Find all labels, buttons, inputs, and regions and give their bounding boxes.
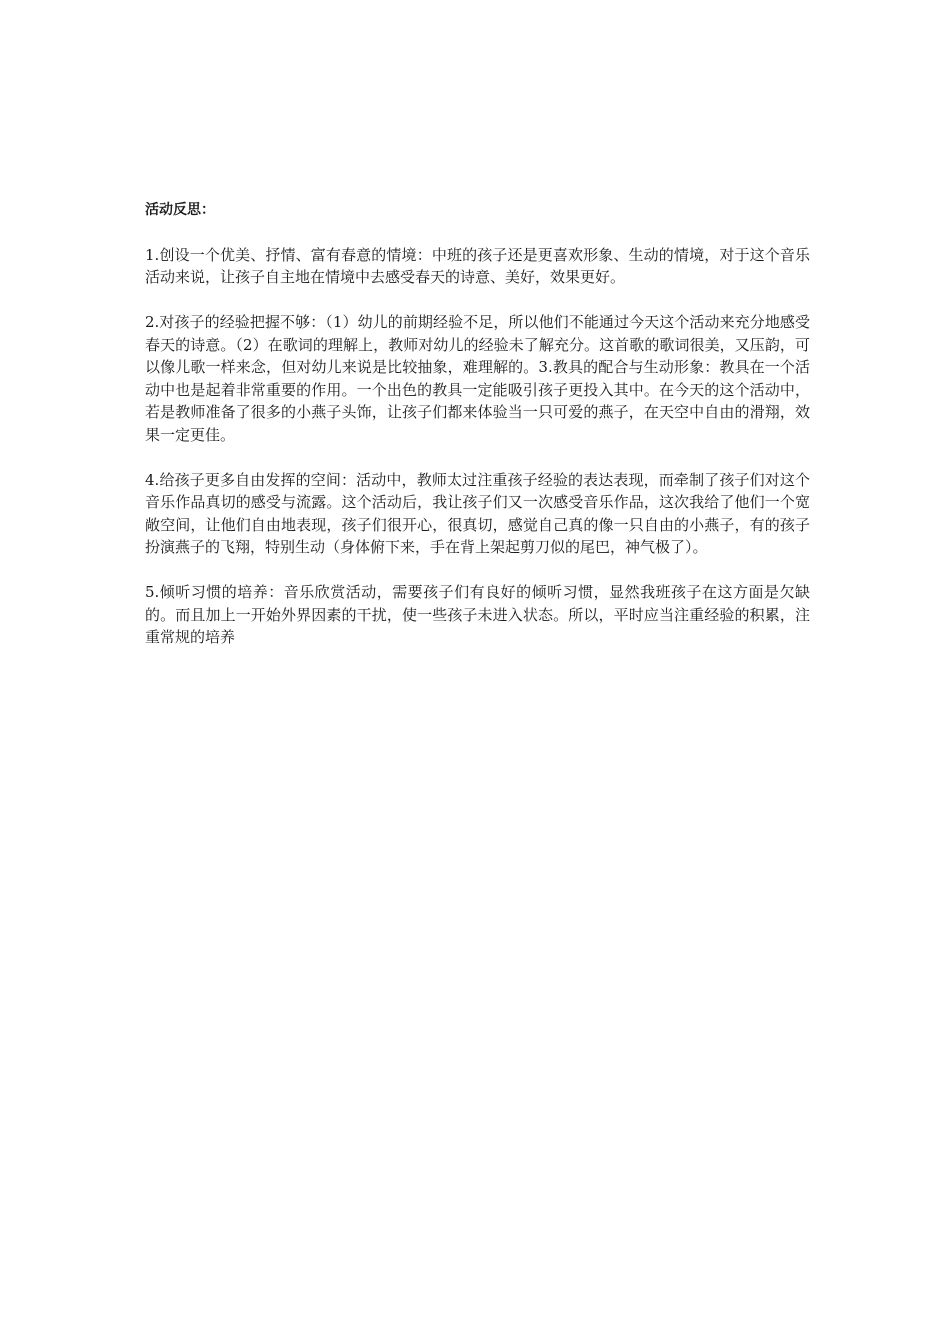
paragraph-3: 4.给孩子更多自由发挥的空间：活动中，教师太过注重孩子经验的表达表现，而牵制了孩子们对这个音乐作品真切的感受与流露。这个活动后，我让孩子们又一次感受音乐作品，这次我给了他们一个宽敞空间，让他们自由地表现，孩子们很开心，很真切，感觉自己真的像一只自由的小燕子，有的孩子扮演燕子的飞翔，特别生动（身体俯下来，手在背上架起剪刀似的尾巴，神气极了）。 xyxy=(145,470,810,556)
document-body xyxy=(145,199,810,671)
paragraph-1: 1.创设一个优美、抒情、富有春意的情境：中班的孩子还是更喜欢形象、生动的情境，对于这个音乐活动来说，让孩子自主地在情境中去感受春天的诗意、美好，效果更好。 xyxy=(145,245,810,286)
paragraph-4: 5.倾听习惯的培养：音乐欣赏活动，需要孩子们有良好的倾听习惯，显然我班孩子在这方面是欠缺的。而且加上一开始外界因素的干扰，使一些孩子未进入状态。所以，平时应当注重经验的积累，注重常规的培养 xyxy=(145,583,810,646)
section-heading: 活动反思： xyxy=(145,202,215,218)
paragraph-2: 2.对孩子的经验把握不够：（1）幼儿的前期经验不足，所以他们不能通过今天这个活动来充分地感受春天的诗意。（2）在歌词的理解上，教师对幼儿的经验未了解充分。这首歌的歌词很美，又压韵，可以像儿歌一样来念，但对幼儿来说是比较抽象，难理解的。3.教具的配合与生动形象：教具在一个活动中也是起着非常重要的作用。一个出色的教具一定能吸引孩子更投入其中。在今天的这个活动中，若是教师准备了很多的小燕子头饰，让孩子们都来体验当一只可爱的燕子，在天空中自由的滑翔，效果一定更佳。 xyxy=(145,313,810,444)
